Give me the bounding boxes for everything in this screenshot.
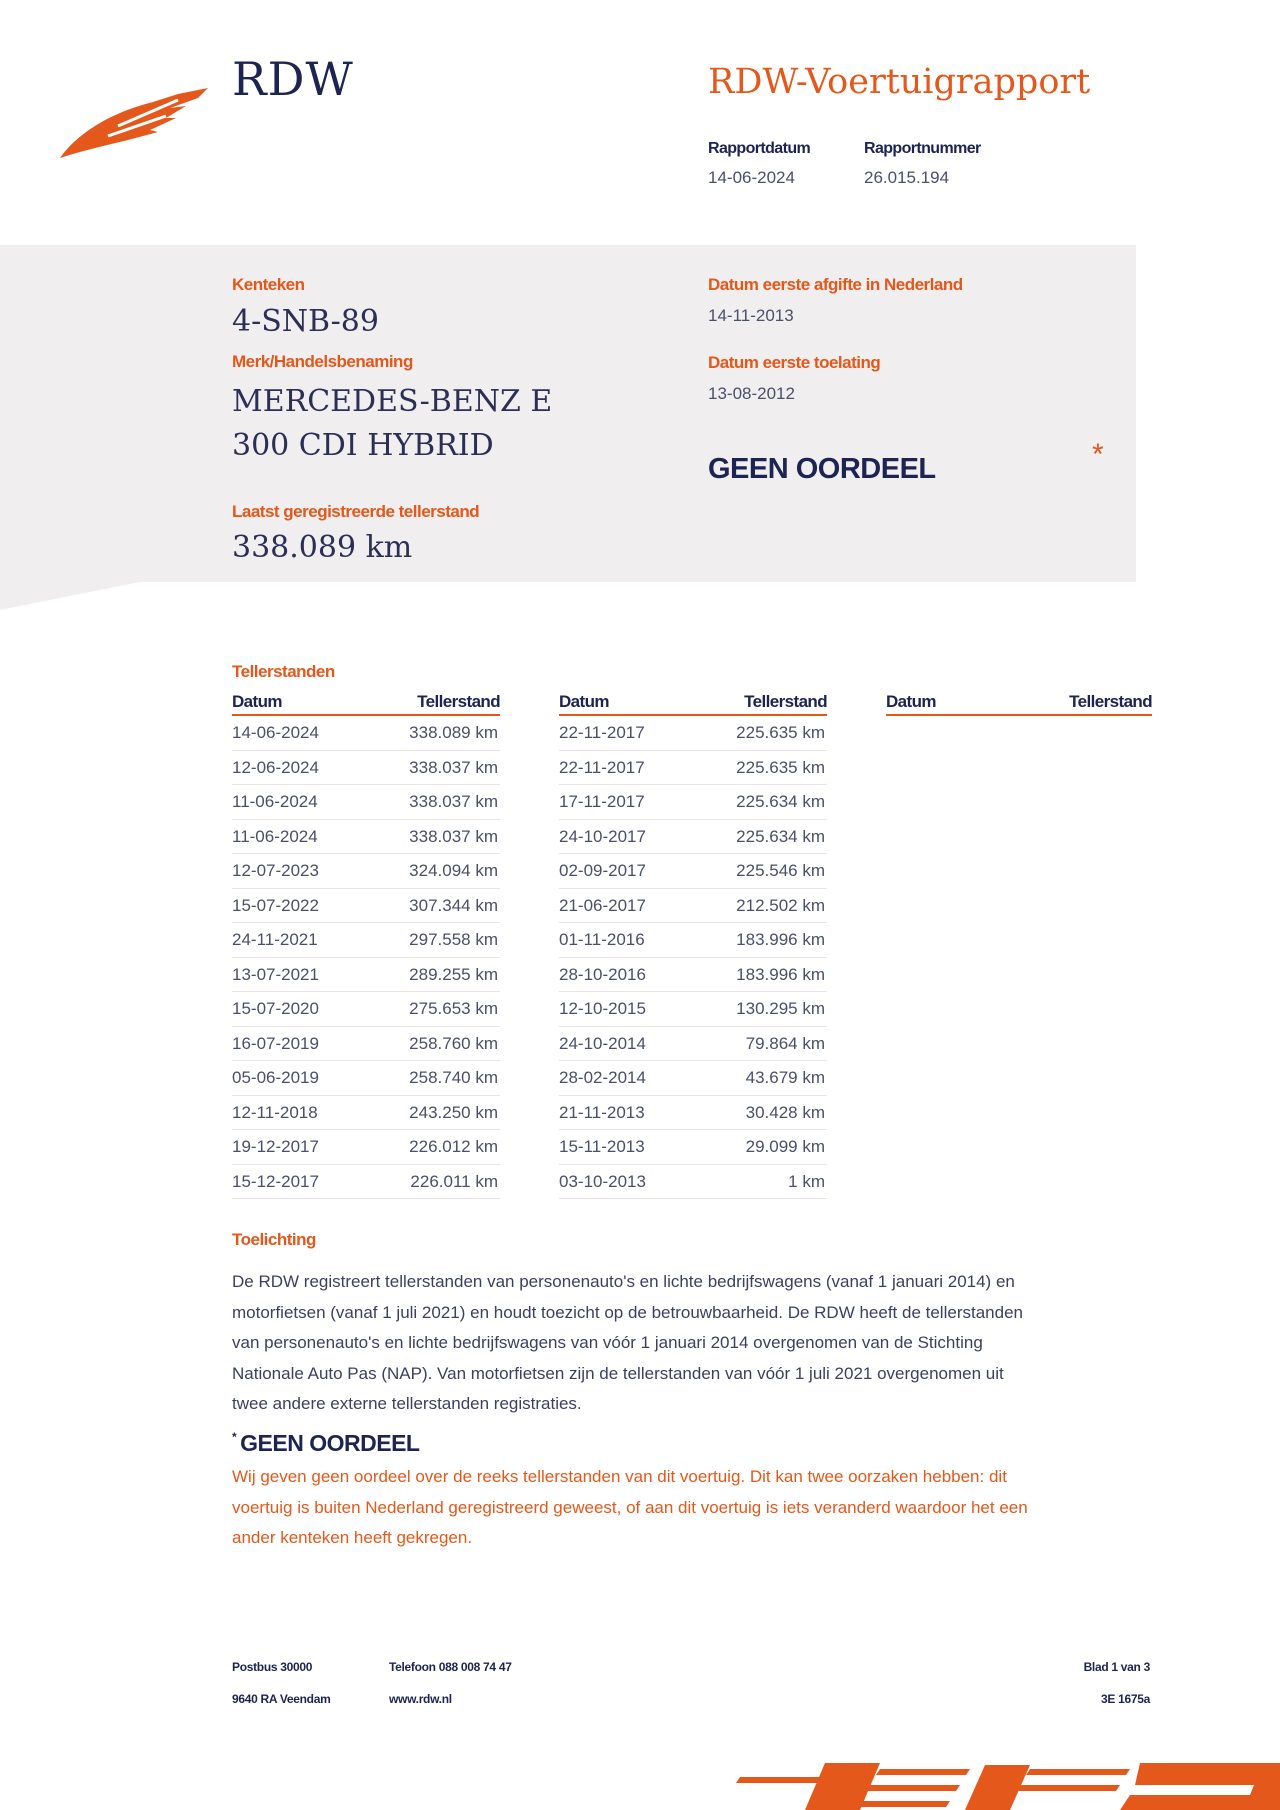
footer-address2: 9640 RA Veendam <box>232 1692 331 1706</box>
row-date: 19-12-2017 <box>232 1137 319 1156</box>
table-row <box>232 854 500 889</box>
row-date: 15-11-2013 <box>559 1137 645 1156</box>
verdict-line: voertuig is buiten Nederland geregistreerd geweest, of aan dit voertuig is iets veranderd waardoor het een <box>232 1497 1028 1517</box>
row-reading: 338.037 km <box>409 792 498 811</box>
footer-phone: Telefoon 088 008 74 47 <box>389 1660 512 1674</box>
first-admission-date: 13-08-2012 <box>708 384 795 403</box>
row-reading: 225.635 km <box>736 723 825 742</box>
row-reading: 130.295 km <box>736 999 825 1018</box>
table-row <box>232 992 500 1027</box>
date-header: Datum <box>886 692 936 711</box>
row-reading: 338.037 km <box>409 757 498 777</box>
row-reading: 79.864 km <box>745 1033 825 1053</box>
table-row <box>232 716 500 751</box>
vehicle-info-panel <box>0 245 1136 582</box>
odometer-section-title: Tellerstanden <box>232 662 335 681</box>
row-reading: 212.502 km <box>736 895 825 915</box>
plate-value: 4-SNB-89 <box>232 304 379 339</box>
row-date: 22-11-2017 <box>559 723 645 742</box>
table-row <box>232 1096 500 1131</box>
table-row <box>232 1061 500 1096</box>
row-reading: 289.255 km <box>409 964 498 984</box>
row-date: 14-06-2024 <box>232 723 319 742</box>
table-row <box>232 958 500 993</box>
row-reading: 297.558 km <box>409 930 498 949</box>
row-reading: 275.653 km <box>409 999 498 1018</box>
row-date: 28-10-2016 <box>559 964 646 984</box>
date-header: Datum <box>232 692 282 711</box>
footer-address1: Postbus 30000 <box>232 1660 313 1674</box>
table-row <box>232 1027 500 1062</box>
row-date: 15-07-2022 <box>232 895 319 915</box>
verdict-explanation <box>232 1462 1152 1554</box>
row-date: 22-11-2017 <box>559 757 645 777</box>
report-number-label: Rapportnummer <box>864 140 981 157</box>
odometer-column-3 <box>886 692 1152 716</box>
table-row <box>559 1096 827 1131</box>
plate-label: Kenteken <box>232 275 305 294</box>
table-row <box>232 751 500 786</box>
row-date: 12-10-2015 <box>559 999 646 1018</box>
table-row <box>559 854 827 889</box>
row-reading: 43.679 km <box>745 1068 825 1087</box>
verdict-heading-text: GEEN OORDEEL <box>240 1430 420 1456</box>
make-line2: 300 CDI HYBRID <box>232 428 494 463</box>
explanation-line: motorfietsen (vanaf 1 juli 2021) en houdt toezicht op de betrouwbaarheid. De RDW heeft de tellerstanden <box>232 1302 1023 1322</box>
first-nl-label: Datum eerste afgifte in Nederland <box>708 275 963 294</box>
first-admission-label: Datum eerste toelating <box>708 353 881 372</box>
row-date: 24-11-2021 <box>232 930 318 949</box>
row-reading: 258.740 km <box>409 1068 498 1087</box>
row-date: 11-06-2024 <box>232 792 318 811</box>
row-reading: 258.760 km <box>409 1033 498 1053</box>
footer-website[interactable]: www.rdw.nl <box>389 1692 452 1706</box>
reading-header: Tellerstand <box>744 692 827 711</box>
make-label: Merk/Handelsbenaming <box>232 352 413 371</box>
explanation-title: Toelichting <box>232 1230 316 1249</box>
row-reading: 30.428 km <box>745 1102 825 1122</box>
rdw-logo-icon <box>58 82 208 162</box>
panel-decoration <box>0 580 150 610</box>
row-reading: 183.996 km <box>736 964 825 984</box>
table-row <box>559 751 827 786</box>
make-line1: MERCEDES-BENZ E <box>232 384 553 419</box>
row-date: 28-02-2014 <box>559 1068 646 1087</box>
report-date-label: Rapportdatum <box>708 140 811 157</box>
table-row <box>559 1165 827 1200</box>
explanation-line: Nationale Auto Pas (NAP). Van motorfietsen zijn de tellerstanden van vóór 1 juli 2021 overgenomen uit <box>232 1363 1004 1383</box>
row-date: 21-11-2013 <box>559 1102 645 1122</box>
row-date: 15-12-2017 <box>232 1171 319 1191</box>
row-reading: 1 km <box>788 1171 825 1191</box>
date-header: Datum <box>559 692 609 711</box>
table-row <box>559 820 827 855</box>
odometer-label: Laatst geregistreerde tellerstand <box>232 502 480 521</box>
row-reading: 225.634 km <box>736 826 825 846</box>
row-reading: 338.089 km <box>409 723 498 742</box>
row-reading: 338.037 km <box>409 826 498 846</box>
footer-code: 3E 1675a <box>1101 1692 1150 1706</box>
explanation-line: van personenauto's en lichte bedrijfswagens van vóór 1 januari 2014 overgenomen van de Stichting <box>232 1333 983 1352</box>
row-date: 16-07-2019 <box>232 1033 319 1053</box>
verdict-marker: * <box>1092 438 1104 471</box>
row-date: 15-07-2020 <box>232 999 319 1018</box>
explanation-paragraph <box>232 1267 1152 1420</box>
table-row <box>232 923 500 958</box>
row-date: 17-11-2017 <box>559 792 645 811</box>
table-row <box>232 820 500 855</box>
footer-page: Blad 1 van 3 <box>1083 1660 1150 1674</box>
table-row <box>559 889 827 924</box>
table-row <box>559 785 827 820</box>
decorative-stripes-icon <box>730 1755 1280 1810</box>
table-row <box>232 1130 500 1165</box>
row-reading: 29.099 km <box>745 1137 825 1156</box>
row-reading: 324.094 km <box>409 861 498 880</box>
row-reading: 225.546 km <box>736 861 825 880</box>
table-row <box>559 958 827 993</box>
table-row <box>559 716 827 751</box>
table-row <box>559 1061 827 1096</box>
verdict-heading-marker: * <box>232 1430 237 1444</box>
row-date: 05-06-2019 <box>232 1068 319 1087</box>
row-date: 24-10-2014 <box>559 1033 646 1053</box>
verdict-line: ander kenteken heeft gekregen. <box>232 1528 473 1547</box>
odometer-column-1 <box>232 692 500 1199</box>
row-date: 12-06-2024 <box>232 757 319 777</box>
row-reading: 307.344 km <box>409 895 498 915</box>
row-reading: 225.635 km <box>736 757 825 777</box>
table-row <box>559 923 827 958</box>
report-date: 14-06-2024 <box>708 168 795 187</box>
row-date: 13-07-2021 <box>232 964 319 984</box>
row-date: 02-09-2017 <box>559 861 646 880</box>
table-row <box>232 889 500 924</box>
first-nl-date: 14-11-2013 <box>708 306 794 325</box>
logo-text: RDW <box>232 52 354 106</box>
table-row <box>559 1130 827 1165</box>
row-reading: 225.634 km <box>736 792 825 811</box>
row-date: 03-10-2013 <box>559 1171 646 1191</box>
table-row <box>559 992 827 1027</box>
row-date: 12-11-2018 <box>232 1102 318 1122</box>
row-date: 12-07-2023 <box>232 861 319 880</box>
table-row <box>232 785 500 820</box>
column-header <box>559 692 827 716</box>
row-reading: 243.250 km <box>409 1102 498 1122</box>
odometer-column-2 <box>559 692 827 1199</box>
column-header <box>886 692 1152 716</box>
odometer-value: 338.089 km <box>232 530 413 565</box>
table-row <box>559 1027 827 1062</box>
row-reading: 183.996 km <box>736 930 825 949</box>
report-number: 26.015.194 <box>864 168 950 187</box>
row-date: 01-11-2016 <box>559 930 645 949</box>
verdict-line: Wij geven geen oordeel over de reeks tellerstanden van dit voertuig. Dit kan twee oorzaken hebben: dit <box>232 1467 1007 1486</box>
verdict-heading <box>232 1430 419 1457</box>
verdict-text: GEEN OORDEEL <box>708 453 936 485</box>
row-reading: 226.011 km <box>410 1171 498 1191</box>
reading-header: Tellerstand <box>1069 692 1152 711</box>
explanation-line: De RDW registreert tellerstanden van personenauto's en lichte bedrijfswagens (vanaf 1 januari 2014) en <box>232 1272 1015 1291</box>
row-date: 11-06-2024 <box>232 826 318 846</box>
column-header <box>232 692 500 716</box>
row-date: 21-06-2017 <box>559 895 646 915</box>
row-date: 24-10-2017 <box>559 826 646 846</box>
table-row <box>232 1165 500 1200</box>
row-reading: 226.012 km <box>409 1137 498 1156</box>
explanation-line: twee andere externe tellerstanden registraties. <box>232 1394 582 1413</box>
reading-header: Tellerstand <box>417 692 500 711</box>
report-title: RDW-Voertuigrapport <box>708 62 1091 102</box>
